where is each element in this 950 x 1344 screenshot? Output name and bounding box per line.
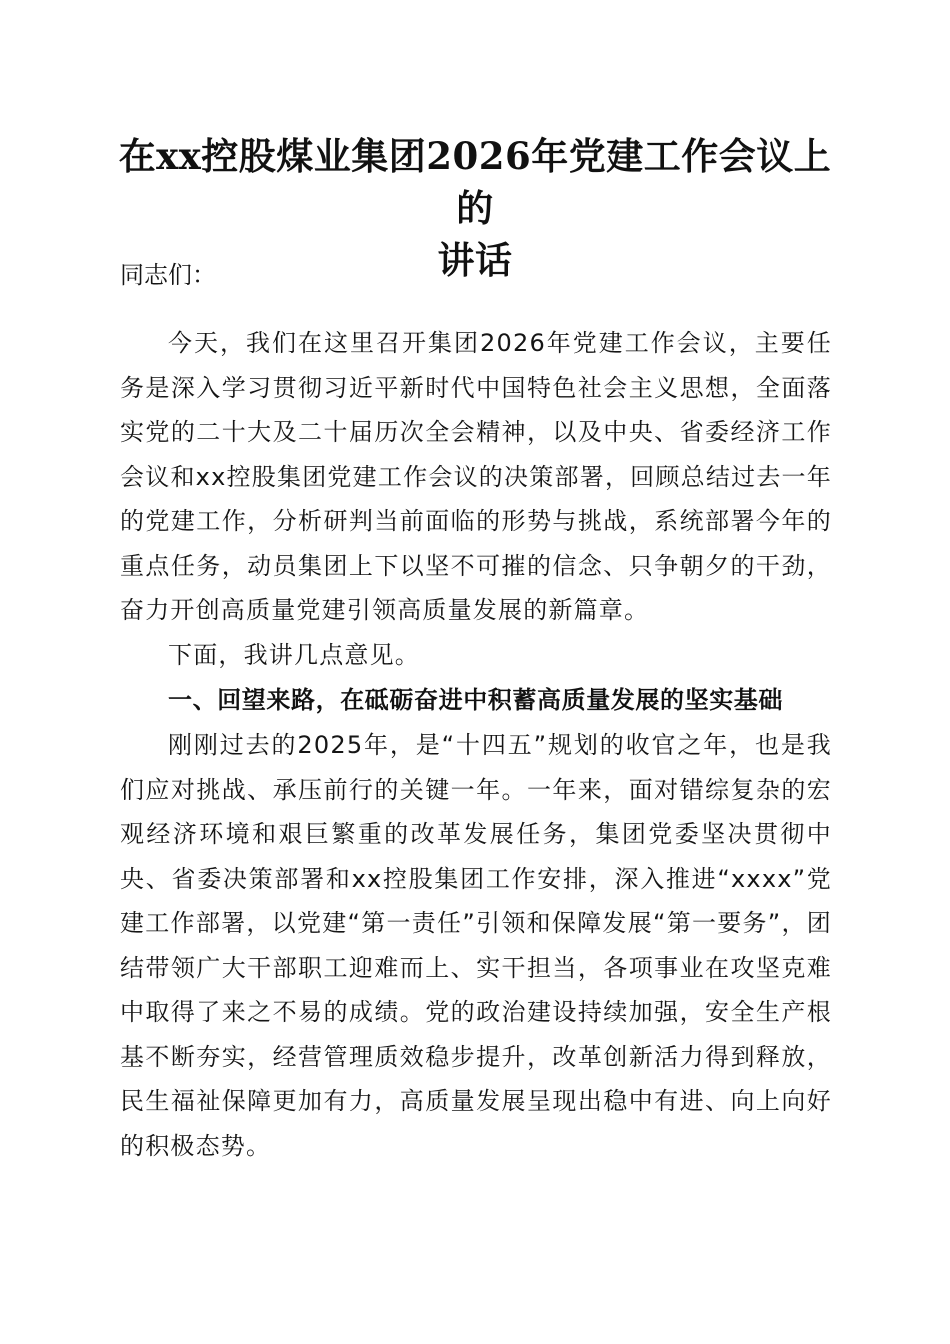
section-heading-1: 一、回望来路，在砥砺奋进中积蓄高质量发展的坚实基础 [168,686,783,714]
title-line-1: 在xx控股煤业集团2026年党建工作会议上的 [118,134,832,230]
title-line-2: 讲话 [437,238,513,282]
paragraph-transition: 下面，我讲几点意见。 [168,641,420,669]
greeting: 同志们： [120,261,216,289]
paragraph-intro: 今天，我们在这里召开集团2026年党建工作会议，主要任务是深入学习贯彻习近平新时代中国特色社会主义思想，全面落实党的二十大及二十届历次全会精神，以及中央、省委经济工作会议和xx控股集团党建工作会议的决策部署，回顾总结过去一年的党建工作，分析研判当前面临的形势与挑战，系统部署今年的重点任务，动员集团上下以坚不可摧的信念、只争朝夕的干劲，奋力开创高质量党建引领高质量发展的新篇章。 [120,329,832,624]
paragraph-review: 刚刚过去的2025年，是“十四五”规划的收官之年，也是我们应对挑战、承压前行的关键一年。一年来，面对错综复杂的宏观经济环境和艰巨繁重的改革发展任务，集团党委坚决贯彻中央、省委决策部署和xx控股集团工作安排，深入推进“xxxx”党建工作部署，以党建“第一责任”引领和保障发展“第一要务”，团结带领广大干部职工迎难而上、实干担当，各项事业在攻坚克难中取得了来之不易的成绩。党的政治建设持续加强，安全生产根基不断夯实，经营管理质效稳步提升，改革创新活力得到释放，民生福祉保障更加有力，高质量发展呈现出稳中有进、向上向好的积极态势。 [120,731,832,1160]
